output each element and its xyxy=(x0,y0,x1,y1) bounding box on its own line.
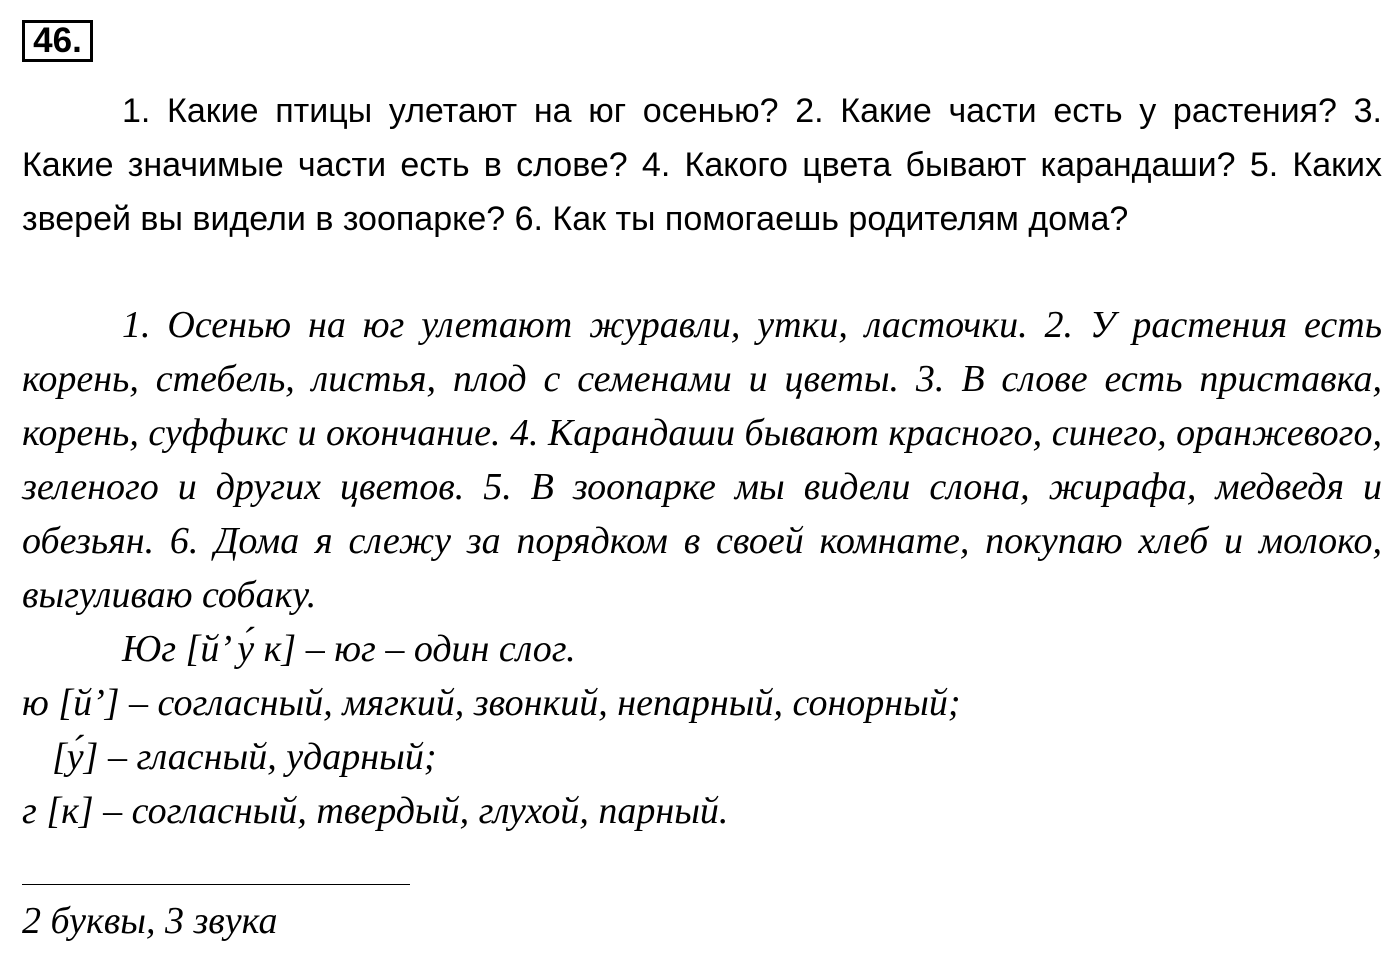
sound-line-g: г [к] – согласный, твердый, глухой, парный. xyxy=(22,790,729,832)
task-questions: 1. Какие птицы улетают на юг осенью? 2. Какие части есть у растения? 3. Какие значимые части есть в слове? 4. Какого цвета бывают карандаши? 5. Каких зверей вы видели в зоопарке? 6. Как ты помогаешь родителям дома? xyxy=(22,92,1382,238)
footnote: 2 буквы, 3 звука xyxy=(22,900,278,942)
answer-block xyxy=(22,298,1382,838)
word-analysis-line: Юг [й’ у́ к] – юг – один слог. xyxy=(122,628,576,670)
sound-line-yu: ю [й’] – согласный, мягкий, звонкий, непарный, сонорный; xyxy=(22,682,961,724)
exercise-number: 46. xyxy=(22,20,93,62)
footnote-divider xyxy=(22,884,410,885)
sound-line-u: [у́] – гласный, ударный; xyxy=(52,736,437,778)
answer-text: 1. Осенью на юг улетают журавли, утки, ласточки. 2. У растения есть корень, стебель, листья, плод с семенами и цветы. 3. В слове есть приставка, корень, суффикс и окончание. 4. Карандаши бывают красного, синего, оранжевого, зеленого и других цветов. 5. В зоопарке мы видели слона, жирафа, медведя и обезьян. 6. Дома я слежу за порядком в своей комнате, покупаю хлеб и молоко, выгуливаю собаку. xyxy=(22,304,1382,616)
